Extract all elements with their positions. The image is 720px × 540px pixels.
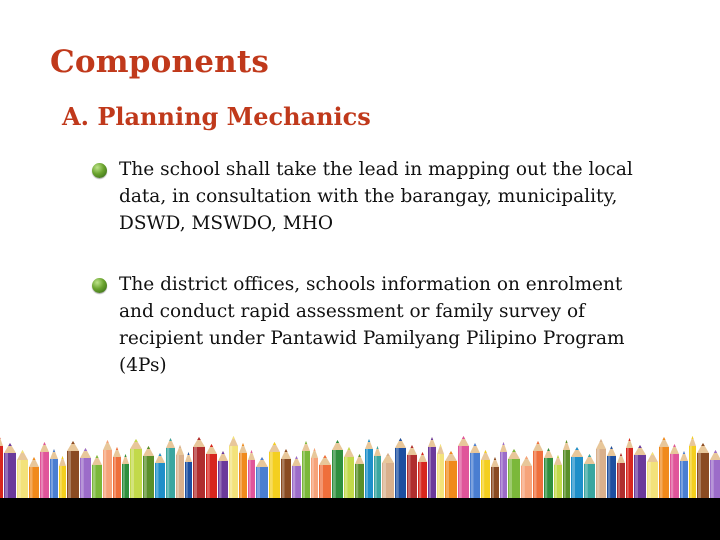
pencil	[155, 453, 165, 500]
pencil	[634, 445, 646, 500]
pencil	[533, 441, 543, 500]
pencil	[344, 447, 354, 500]
pencil	[67, 441, 79, 500]
bullet-text-1: The school shall take the lead in mapping out the local data, in consultation with the barangay, municipality, DSWD, MSWDO, MHO	[119, 159, 633, 234]
pencil	[332, 440, 343, 500]
pencil	[571, 447, 583, 500]
pencil	[311, 448, 318, 500]
pencil	[229, 436, 238, 500]
pencil	[269, 442, 280, 500]
pencil	[0, 436, 3, 500]
colored-pencils-decoration	[0, 430, 720, 500]
pencil	[143, 446, 154, 500]
pencil	[113, 447, 121, 500]
green-bullet-icon	[92, 278, 107, 293]
pencil	[122, 454, 129, 500]
pencil	[407, 445, 417, 500]
pencil	[491, 457, 499, 500]
pencil	[584, 454, 595, 500]
pencil	[689, 436, 696, 500]
pencil	[374, 446, 381, 500]
pencil	[521, 456, 532, 500]
pencil	[617, 453, 625, 500]
pencil	[355, 454, 364, 500]
pencil	[59, 456, 66, 500]
pencil	[256, 457, 268, 500]
pencil	[292, 456, 301, 500]
pencil	[428, 437, 436, 500]
pencil	[50, 449, 58, 500]
pencil	[500, 442, 507, 500]
pencil	[40, 442, 49, 500]
bullet-item-1	[92, 156, 652, 237]
pencil	[80, 448, 91, 500]
pencil	[596, 439, 606, 500]
pencil	[395, 438, 406, 500]
pencil	[470, 443, 480, 500]
pencil	[563, 440, 570, 500]
section-subtitle: A. Planning Mechanics	[62, 102, 371, 131]
slide-title: Components	[50, 44, 270, 80]
pencil	[29, 457, 39, 500]
pencil	[554, 455, 562, 500]
pencil	[458, 436, 469, 500]
bullet-text-2: The district offices, schools information on enrolment and conduct rapid assessment or family survey of recipient under Pantawid Pamilyang Pilipino Program (4Ps)	[119, 274, 625, 376]
pencil	[670, 444, 679, 500]
pencil	[17, 450, 28, 500]
pencil	[239, 443, 247, 500]
pencil	[418, 452, 427, 500]
pencil	[248, 450, 255, 500]
pencil	[302, 441, 310, 500]
pencil	[659, 437, 669, 500]
pencil	[218, 451, 228, 500]
bullet-list	[92, 156, 652, 413]
pencil	[697, 443, 709, 500]
pencil	[481, 450, 490, 500]
pencil	[206, 444, 217, 500]
pencil	[281, 449, 291, 500]
pencil	[185, 452, 192, 500]
pencil	[103, 440, 112, 500]
pencil	[680, 451, 688, 500]
green-bullet-icon	[92, 163, 107, 178]
bullet-item-2	[92, 271, 652, 379]
pencil	[544, 448, 553, 500]
pencil	[176, 445, 184, 500]
pencil	[437, 444, 444, 500]
pencil	[647, 452, 658, 500]
pencil	[710, 450, 720, 500]
pencil	[130, 439, 142, 500]
pencil	[626, 438, 633, 500]
pencil	[445, 451, 457, 500]
pencil	[4, 443, 16, 500]
pencil	[365, 439, 373, 500]
pencil	[193, 437, 205, 500]
pencil	[319, 455, 331, 500]
pencil	[92, 455, 102, 500]
footer-bar	[0, 498, 720, 540]
pencil	[607, 446, 616, 500]
pencil	[382, 453, 394, 500]
pencil	[508, 449, 520, 500]
pencil	[166, 438, 175, 500]
